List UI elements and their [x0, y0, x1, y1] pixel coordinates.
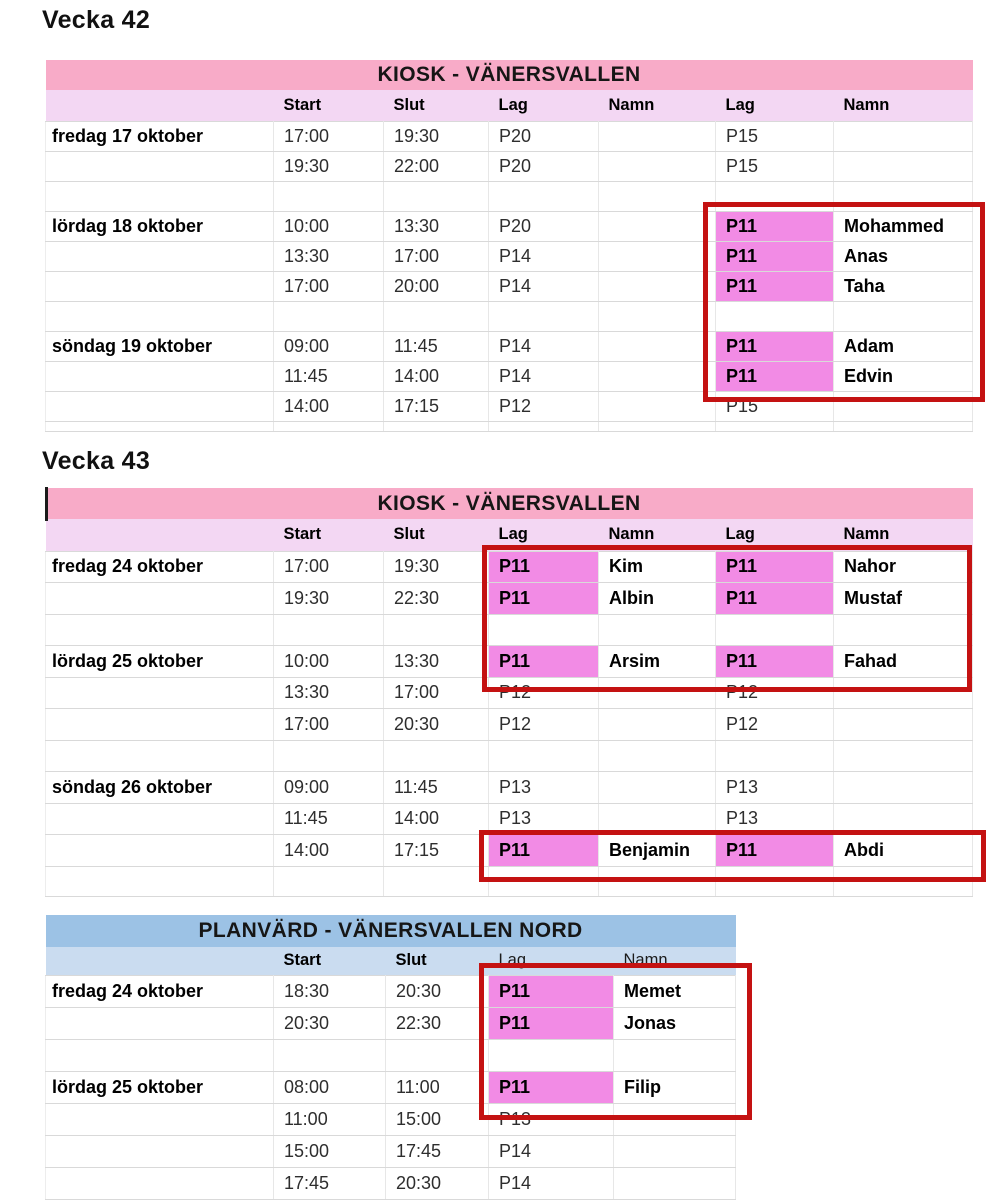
- cell-name[interactable]: [834, 803, 973, 835]
- cell-time[interactable]: 14:00: [384, 803, 489, 835]
- cell-name[interactable]: [614, 1103, 736, 1135]
- cell-date-empty[interactable]: [46, 421, 274, 431]
- cell-name[interactable]: [599, 241, 716, 271]
- cell-date[interactable]: fredag 17 oktober: [46, 121, 274, 151]
- table-row: [46, 301, 973, 331]
- cell-team[interactable]: P14: [489, 241, 599, 271]
- table-row: [46, 1007, 736, 1039]
- cell-team[interactable]: P20: [489, 211, 599, 241]
- table-row: [46, 1039, 736, 1071]
- cell-team[interactable]: P12: [716, 677, 834, 709]
- table-row: [46, 740, 973, 772]
- cell-date-empty[interactable]: [46, 583, 274, 615]
- cell-time[interactable]: 17:15: [384, 835, 489, 867]
- table-row: [46, 583, 973, 615]
- cell-team[interactable]: P14: [489, 331, 599, 361]
- cell-time[interactable]: [274, 301, 384, 331]
- cell-time[interactable]: 14:00: [274, 835, 384, 867]
- cell-date-empty[interactable]: [46, 866, 274, 896]
- cell-date-empty[interactable]: [46, 361, 274, 391]
- cell-time[interactable]: 18:30: [274, 975, 386, 1007]
- cell-date-empty[interactable]: [46, 677, 274, 709]
- cell-name[interactable]: [834, 121, 973, 151]
- cell-time[interactable]: [386, 1039, 489, 1071]
- cell-name[interactable]: [599, 391, 716, 421]
- cell-team[interactable]: P14: [489, 271, 599, 301]
- cell-team[interactable]: P12: [489, 677, 599, 709]
- cell-time[interactable]: [274, 614, 384, 646]
- cell-date-empty[interactable]: [46, 391, 274, 421]
- cell-team[interactable]: P20: [489, 151, 599, 181]
- cell-date-empty[interactable]: [46, 271, 274, 301]
- cell-time[interactable]: 17:45: [274, 1167, 386, 1199]
- cell-name[interactable]: Memet: [614, 975, 736, 1007]
- cell-date-empty[interactable]: [46, 614, 274, 646]
- cell-team[interactable]: [716, 866, 834, 896]
- cell-time[interactable]: [274, 181, 384, 211]
- cell-name[interactable]: Mohammed: [834, 211, 973, 241]
- cell-time[interactable]: 10:00: [274, 646, 384, 678]
- table-row: [46, 391, 973, 421]
- table-row: [46, 772, 973, 804]
- cell-name[interactable]: [614, 1135, 736, 1167]
- cell-team[interactable]: [716, 301, 834, 331]
- cell-date[interactable]: lördag 25 oktober: [46, 1071, 274, 1103]
- cell-time[interactable]: 17:00: [274, 271, 384, 301]
- cell-team[interactable]: P13: [489, 803, 599, 835]
- cell-team[interactable]: P15: [716, 151, 834, 181]
- cell-time[interactable]: 17:00: [274, 709, 384, 741]
- table-row: [46, 421, 973, 431]
- cell-name[interactable]: [599, 271, 716, 301]
- cell-time[interactable]: 19:30: [384, 551, 489, 583]
- cell-time[interactable]: 11:45: [384, 772, 489, 804]
- cell-time[interactable]: 13:30: [384, 646, 489, 678]
- table-row: [46, 271, 973, 301]
- cell-team-highlighted[interactable]: P11: [716, 361, 834, 391]
- cell-date-empty[interactable]: [46, 181, 274, 211]
- cell-time[interactable]: [274, 1039, 386, 1071]
- table-row: [46, 835, 973, 867]
- cell-time[interactable]: 20:00: [384, 271, 489, 301]
- cell-team-highlighted[interactable]: P11: [489, 646, 599, 678]
- cell-time[interactable]: 11:45: [274, 803, 384, 835]
- cell-time[interactable]: 10:00: [274, 211, 384, 241]
- cell-name[interactable]: Anas: [834, 241, 973, 271]
- cell-time[interactable]: 20:30: [386, 975, 489, 1007]
- cell-name[interactable]: [834, 740, 973, 772]
- cell-name[interactable]: [599, 740, 716, 772]
- cell-date-empty[interactable]: [46, 151, 274, 181]
- cell-time[interactable]: 17:15: [384, 391, 489, 421]
- table-row: [46, 121, 973, 151]
- cell-name[interactable]: [834, 614, 973, 646]
- cell-time[interactable]: 11:45: [274, 361, 384, 391]
- cell-name[interactable]: [614, 1039, 736, 1071]
- table-kiosk-week42: [45, 60, 973, 432]
- cell-name[interactable]: Kim: [599, 551, 716, 583]
- table-row: [46, 1103, 736, 1135]
- cell-team-highlighted[interactable]: P11: [716, 211, 834, 241]
- cell-team[interactable]: P14: [489, 1167, 614, 1199]
- cell-team[interactable]: [489, 614, 599, 646]
- cell-date-empty[interactable]: [46, 1135, 274, 1167]
- cell-date-empty[interactable]: [46, 1039, 274, 1071]
- cell-name[interactable]: [834, 677, 973, 709]
- cell-name[interactable]: Arsim: [599, 646, 716, 678]
- cell-date[interactable]: söndag 26 oktober: [46, 772, 274, 804]
- cell-name[interactable]: [599, 301, 716, 331]
- cell-name[interactable]: [834, 421, 973, 431]
- cell-team[interactable]: P13: [489, 1103, 614, 1135]
- table-row: [46, 614, 973, 646]
- cell-time[interactable]: 22:30: [386, 1007, 489, 1039]
- cell-team[interactable]: P15: [716, 121, 834, 151]
- cell-team[interactable]: P12: [716, 709, 834, 741]
- cell-time[interactable]: 20:30: [386, 1167, 489, 1199]
- cell-time[interactable]: [384, 301, 489, 331]
- cell-team-highlighted[interactable]: P11: [716, 583, 834, 615]
- cell-date-empty[interactable]: [46, 1167, 274, 1199]
- cell-time[interactable]: [384, 421, 489, 431]
- cell-team-highlighted[interactable]: P11: [489, 975, 614, 1007]
- cell-team[interactable]: [489, 740, 599, 772]
- cell-name[interactable]: [834, 301, 973, 331]
- table-row: [46, 1071, 736, 1103]
- cell-name[interactable]: Edvin: [834, 361, 973, 391]
- cell-time[interactable]: [384, 614, 489, 646]
- table-row: [46, 646, 973, 678]
- week-42-heading: Vecka 42: [42, 6, 151, 34]
- cell-border-artifact: [45, 487, 48, 521]
- cell-time[interactable]: [274, 421, 384, 431]
- cell-team[interactable]: [489, 866, 599, 896]
- table-row: [46, 551, 973, 583]
- cell-time[interactable]: 19:30: [274, 151, 384, 181]
- column-header-lag: Lag: [489, 90, 599, 121]
- cell-date[interactable]: söndag 19 oktober: [46, 331, 274, 361]
- cell-time[interactable]: 13:30: [384, 211, 489, 241]
- cell-name[interactable]: [614, 1167, 736, 1199]
- cell-team[interactable]: P13: [489, 772, 599, 804]
- cell-time[interactable]: 15:00: [274, 1135, 386, 1167]
- cell-date-empty[interactable]: [46, 301, 274, 331]
- cell-team-highlighted[interactable]: P11: [716, 331, 834, 361]
- cell-team-highlighted[interactable]: P11: [489, 583, 599, 615]
- cell-team[interactable]: [489, 301, 599, 331]
- table-row: [46, 211, 973, 241]
- cell-team-highlighted[interactable]: P11: [489, 1071, 614, 1103]
- cell-time[interactable]: 11:00: [274, 1103, 386, 1135]
- cell-name[interactable]: [834, 866, 973, 896]
- cell-name[interactable]: [599, 866, 716, 896]
- cell-team-highlighted[interactable]: P11: [716, 646, 834, 678]
- cell-name[interactable]: [599, 677, 716, 709]
- column-header-start: Start: [274, 90, 384, 121]
- table-planvard-nord: [45, 915, 736, 1200]
- column-header-slut: Slut: [384, 519, 489, 551]
- cell-time[interactable]: 15:00: [386, 1103, 489, 1135]
- column-header-namn: Namn: [599, 519, 716, 551]
- table-row: [46, 1135, 736, 1167]
- cell-time[interactable]: 09:00: [274, 331, 384, 361]
- column-header-namn: Namn: [599, 90, 716, 121]
- cell-time[interactable]: 17:00: [384, 677, 489, 709]
- cell-date[interactable]: lördag 18 oktober: [46, 211, 274, 241]
- cell-time[interactable]: 17:45: [386, 1135, 489, 1167]
- cell-team[interactable]: [716, 421, 834, 431]
- cell-date[interactable]: fredag 24 oktober: [46, 975, 274, 1007]
- cell-time[interactable]: 11:00: [386, 1071, 489, 1103]
- cell-date-empty[interactable]: [46, 835, 274, 867]
- cell-team[interactable]: [716, 181, 834, 211]
- table-row: [46, 241, 973, 271]
- cell-date[interactable]: lördag 25 oktober: [46, 646, 274, 678]
- cell-time[interactable]: 17:00: [274, 551, 384, 583]
- cell-time[interactable]: 17:00: [274, 121, 384, 151]
- table-row: [46, 1167, 736, 1199]
- cell-name[interactable]: [599, 421, 716, 431]
- table-title: PLANVÄRD - VÄNERSVALLEN NORD: [46, 915, 736, 947]
- column-header-start: Start: [274, 947, 386, 975]
- cell-team-highlighted[interactable]: P11: [489, 1007, 614, 1039]
- cell-date-empty[interactable]: [46, 1007, 274, 1039]
- cell-name[interactable]: Abdi: [834, 835, 973, 867]
- cell-team-highlighted[interactable]: P11: [489, 835, 599, 867]
- column-header-lag: Lag: [489, 947, 614, 975]
- cell-name[interactable]: Fahad: [834, 646, 973, 678]
- cell-name[interactable]: Mustaf: [834, 583, 973, 615]
- cell-team[interactable]: P14: [489, 1135, 614, 1167]
- table-kiosk-week43: [45, 488, 973, 897]
- cell-time[interactable]: 13:30: [274, 677, 384, 709]
- cell-name[interactable]: [599, 709, 716, 741]
- cell-date[interactable]: fredag 24 oktober: [46, 551, 274, 583]
- table-title: KIOSK - VÄNERSVALLEN: [46, 60, 973, 90]
- cell-name[interactable]: [834, 772, 973, 804]
- cell-name[interactable]: [599, 211, 716, 241]
- table-row: [46, 975, 736, 1007]
- cell-team[interactable]: [489, 181, 599, 211]
- table-row: [46, 361, 973, 391]
- cell-time[interactable]: 19:30: [274, 583, 384, 615]
- column-header-slut: Slut: [386, 947, 489, 975]
- cell-name[interactable]: [599, 361, 716, 391]
- cell-name[interactable]: [599, 803, 716, 835]
- column-header-slut: Slut: [384, 90, 489, 121]
- table-row: [46, 803, 973, 835]
- cell-team-highlighted[interactable]: P11: [716, 241, 834, 271]
- cell-date-empty[interactable]: [46, 740, 274, 772]
- cell-name[interactable]: [599, 614, 716, 646]
- cell-time[interactable]: 20:30: [274, 1007, 386, 1039]
- cell-team[interactable]: [489, 1039, 614, 1071]
- table-row: [46, 181, 973, 211]
- cell-time[interactable]: 22:00: [384, 151, 489, 181]
- cell-time[interactable]: 13:30: [274, 241, 384, 271]
- column-header-empty: [46, 90, 274, 121]
- cell-time[interactable]: 14:00: [384, 361, 489, 391]
- column-header-lag: Lag: [716, 519, 834, 551]
- cell-time[interactable]: 19:30: [384, 121, 489, 151]
- cell-name[interactable]: Nahor: [834, 551, 973, 583]
- cell-time[interactable]: 14:00: [274, 391, 384, 421]
- cell-name[interactable]: Filip: [614, 1071, 736, 1103]
- table-row: [46, 331, 973, 361]
- table-row: [46, 866, 973, 896]
- table-title: KIOSK - VÄNERSVALLEN: [46, 488, 973, 519]
- week-43-heading: Vecka 43: [42, 447, 151, 475]
- cell-date-empty[interactable]: [46, 1103, 274, 1135]
- cell-team[interactable]: P13: [716, 803, 834, 835]
- cell-team[interactable]: P12: [489, 709, 599, 741]
- cell-time[interactable]: 08:00: [274, 1071, 386, 1103]
- cell-name[interactable]: Taha: [834, 271, 973, 301]
- cell-name[interactable]: [834, 709, 973, 741]
- cell-date-empty[interactable]: [46, 241, 274, 271]
- cell-date-empty[interactable]: [46, 803, 274, 835]
- cell-team-highlighted[interactable]: P11: [489, 551, 599, 583]
- cell-team[interactable]: [489, 421, 599, 431]
- cell-time[interactable]: [384, 181, 489, 211]
- cell-time[interactable]: [384, 866, 489, 896]
- column-header-start: Start: [274, 519, 384, 551]
- cell-team[interactable]: [716, 614, 834, 646]
- cell-team[interactable]: P20: [489, 121, 599, 151]
- cell-name[interactable]: [834, 181, 973, 211]
- cell-time[interactable]: [274, 866, 384, 896]
- cell-name[interactable]: Adam: [834, 331, 973, 361]
- cell-time[interactable]: 17:00: [384, 241, 489, 271]
- column-header-namn: Namn: [834, 519, 973, 551]
- cell-name[interactable]: [834, 151, 973, 181]
- cell-name[interactable]: [599, 772, 716, 804]
- cell-time[interactable]: [384, 740, 489, 772]
- table-row: [46, 709, 973, 741]
- column-header-empty: [46, 947, 274, 975]
- cell-team[interactable]: P15: [716, 391, 834, 421]
- cell-name[interactable]: [599, 151, 716, 181]
- column-header-namn: Namn: [614, 947, 736, 975]
- cell-team-highlighted[interactable]: P11: [716, 551, 834, 583]
- cell-team[interactable]: [716, 740, 834, 772]
- cell-name[interactable]: [599, 331, 716, 361]
- cell-team-highlighted[interactable]: P11: [716, 271, 834, 301]
- cell-date-empty[interactable]: [46, 709, 274, 741]
- cell-name[interactable]: Benjamin: [599, 835, 716, 867]
- cell-name[interactable]: [599, 121, 716, 151]
- column-header-empty: [46, 519, 274, 551]
- table-row: [46, 151, 973, 181]
- column-header-lag: Lag: [716, 90, 834, 121]
- cell-team[interactable]: P13: [716, 772, 834, 804]
- cell-time[interactable]: [274, 740, 384, 772]
- cell-time[interactable]: 09:00: [274, 772, 384, 804]
- cell-team-highlighted[interactable]: P11: [716, 835, 834, 867]
- table-row: [46, 677, 973, 709]
- cell-name[interactable]: [599, 181, 716, 211]
- cell-time[interactable]: 11:45: [384, 331, 489, 361]
- cell-name[interactable]: Jonas: [614, 1007, 736, 1039]
- cell-name[interactable]: Albin: [599, 583, 716, 615]
- cell-time[interactable]: 22:30: [384, 583, 489, 615]
- cell-name[interactable]: [834, 391, 973, 421]
- cell-team[interactable]: P12: [489, 391, 599, 421]
- cell-time[interactable]: 20:30: [384, 709, 489, 741]
- column-header-lag: Lag: [489, 519, 599, 551]
- column-header-namn: Namn: [834, 90, 973, 121]
- cell-team[interactable]: P14: [489, 361, 599, 391]
